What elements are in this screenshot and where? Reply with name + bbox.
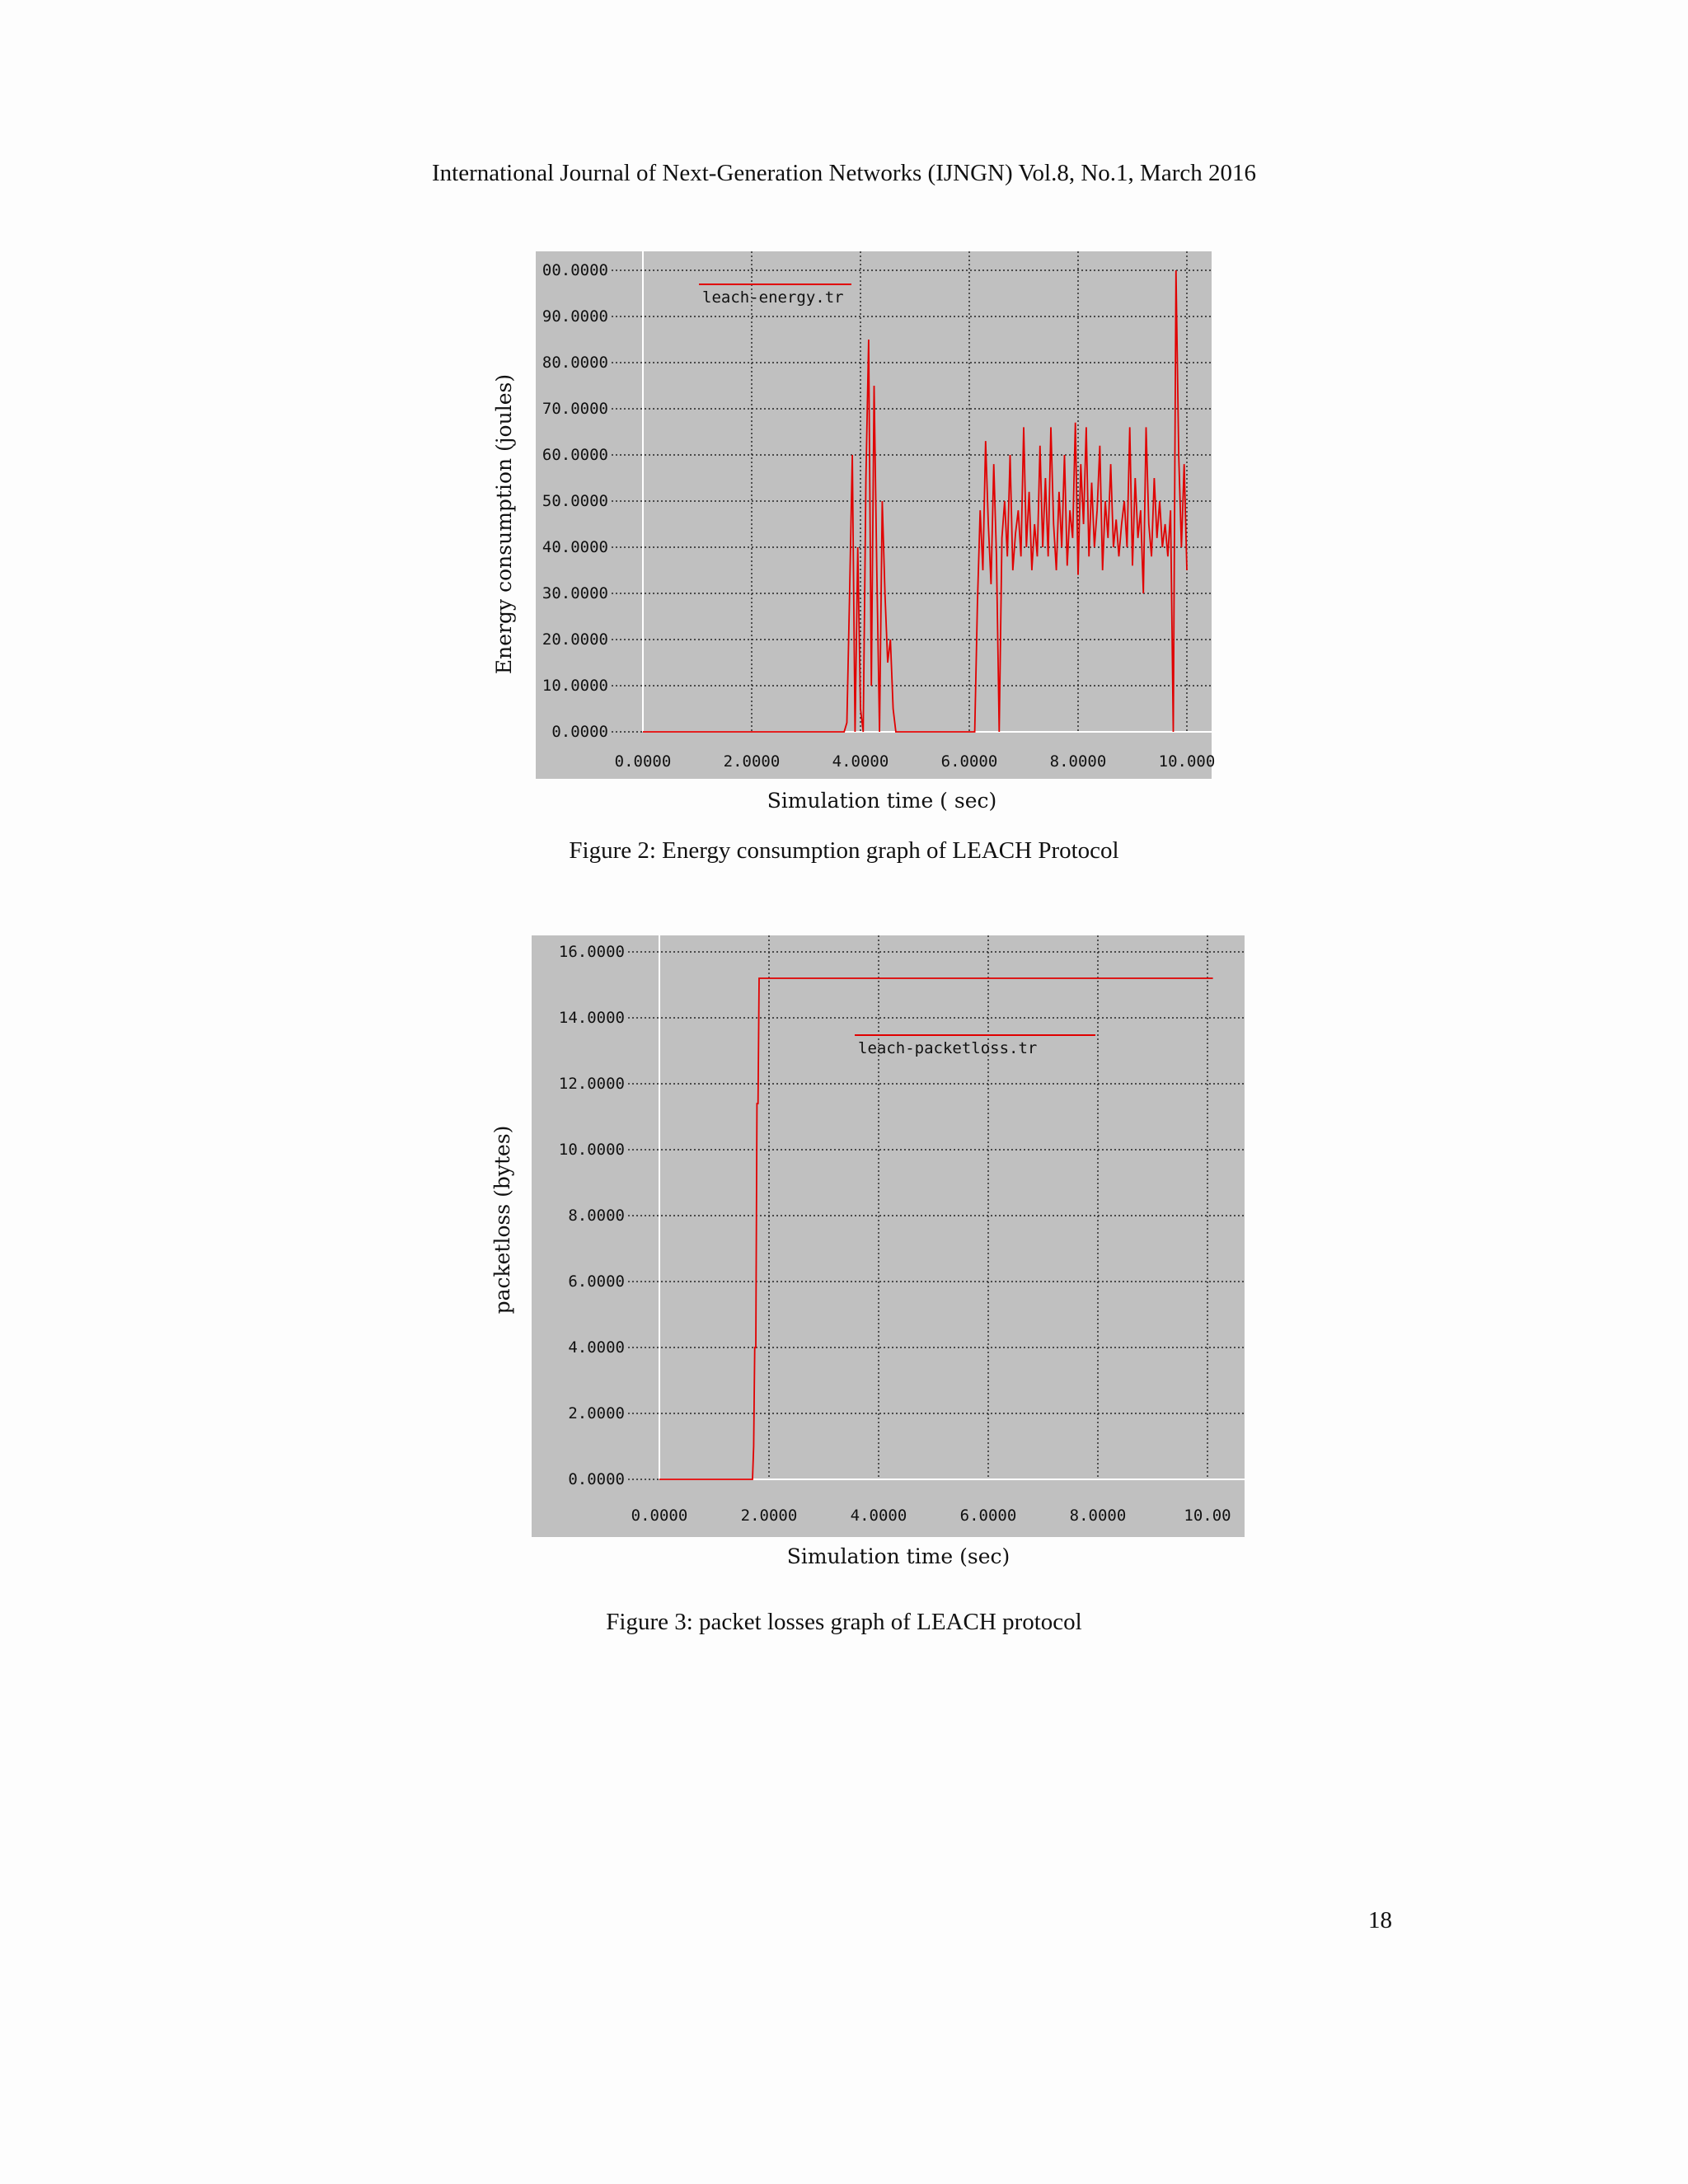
figure-3-caption: Figure 3: packet losses graph of LEACH protocol — [606, 1609, 1082, 1635]
plot-background — [532, 935, 1245, 1537]
x-axis-title: Simulation time (sec) — [786, 1544, 1010, 1568]
x-tick-label: 10.00 — [1184, 1507, 1231, 1525]
y-tick-label: 20.0000 — [542, 630, 608, 649]
x-tick-label: 8.0000 — [1049, 752, 1107, 771]
figure-2-caption: Figure 2: Energy consumption graph of LEACH Protocol — [569, 837, 1119, 864]
y-tick-label: 4.0000 — [568, 1338, 625, 1357]
x-tick-label: 4.0000 — [850, 1507, 907, 1525]
x-tick-label: 6.0000 — [959, 1507, 1017, 1525]
y-tick-label: 30.0000 — [542, 584, 608, 602]
y-tick-label: 14.0000 — [558, 1009, 625, 1027]
y-tick-label: 90.0000 — [542, 307, 608, 326]
x-axis-title: Simulation time ( sec) — [767, 789, 997, 813]
x-tick-label: 4.0000 — [832, 752, 889, 771]
y-tick-label: 10.0000 — [542, 677, 608, 695]
y-tick-label: 70.0000 — [542, 400, 608, 418]
plot-background — [536, 251, 1212, 779]
running-header: International Journal of Next-Generation Networks (IJNGN) Vol.8, No.1, March 2016 — [431, 160, 1256, 186]
x-tick-label: 2.0000 — [740, 1507, 798, 1525]
y-axis-title: packetloss (bytes) — [490, 1125, 514, 1315]
y-tick-label: 8.0000 — [568, 1207, 625, 1225]
y-tick-label: 12.0000 — [558, 1075, 625, 1093]
legend — [699, 284, 851, 307]
y-tick-label: 16.0000 — [558, 943, 625, 961]
y-tick-label: 6.0000 — [568, 1272, 625, 1291]
y-tick-label: 60.0000 — [542, 446, 608, 464]
y-tick-label: 80.0000 — [542, 354, 608, 372]
page-number: 18 — [1368, 1907, 1392, 1933]
x-tick-label: 0.0000 — [631, 1507, 688, 1525]
y-tick-label: 40.0000 — [542, 538, 608, 556]
y-tick-label: 50.0000 — [542, 492, 608, 510]
x-tick-label: 10.000 — [1158, 752, 1216, 771]
energy-consumption-chart — [486, 247, 1228, 824]
packet-loss-chart — [486, 935, 1245, 1595]
x-tick-label: 2.0000 — [723, 752, 781, 771]
y-tick-label: 0.0000 — [568, 1470, 625, 1488]
legend-label: leach-packetloss.tr — [858, 1039, 1038, 1057]
legend-label: leach-energy.tr — [702, 288, 844, 307]
x-tick-label: 8.0000 — [1069, 1507, 1127, 1525]
x-tick-label: 0.0000 — [614, 752, 672, 771]
y-tick-label: 10.0000 — [558, 1141, 625, 1159]
y-tick-label: 0.0000 — [551, 723, 608, 741]
y-tick-label: 00.0000 — [542, 261, 608, 279]
y-axis-title: Energy consumption (joules) — [492, 373, 516, 675]
x-tick-label: 6.0000 — [940, 752, 998, 771]
y-tick-label: 2.0000 — [568, 1404, 625, 1422]
